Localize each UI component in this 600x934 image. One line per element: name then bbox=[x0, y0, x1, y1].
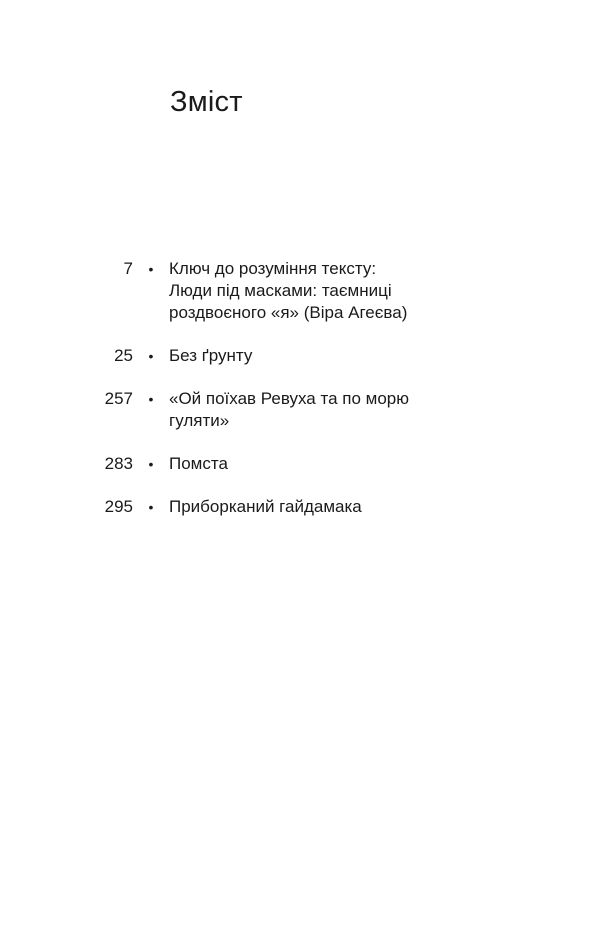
toc-entry-title: Ключ до розуміння тексту: Люди під масками: таємниці роздвоєного «я» (Віра Агеєва) bbox=[169, 259, 408, 322]
toc-page-number: 25 bbox=[114, 346, 133, 365]
bullet-icon: • bbox=[148, 499, 154, 515]
toc-page-number: 257 bbox=[104, 389, 133, 408]
toc-entry[interactable] bbox=[0, 496, 600, 518]
toc-entry-title: Помста bbox=[169, 454, 228, 473]
toc-entry[interactable] bbox=[0, 453, 600, 475]
toc-entry-title: Приборканий гайдамака bbox=[169, 497, 362, 516]
toc-entry[interactable] bbox=[0, 388, 600, 432]
page-title: Зміст bbox=[170, 86, 243, 118]
toc-page-number: 295 bbox=[104, 497, 133, 516]
table-of-contents bbox=[0, 258, 600, 518]
bullet-icon: • bbox=[148, 261, 154, 277]
toc-entry[interactable] bbox=[0, 345, 600, 367]
bullet-icon: • bbox=[148, 348, 154, 364]
bullet-icon: • bbox=[148, 456, 154, 472]
bullet-icon: • bbox=[148, 391, 154, 407]
toc-entry-title: Без ґрунту bbox=[169, 346, 253, 365]
toc-page-number: 7 bbox=[123, 259, 133, 278]
toc-page-number: 283 bbox=[104, 454, 133, 473]
toc-entry[interactable] bbox=[0, 258, 600, 324]
toc-entry-title: «Ой поїхав Ревуха та по морю гуляти» bbox=[169, 389, 409, 430]
